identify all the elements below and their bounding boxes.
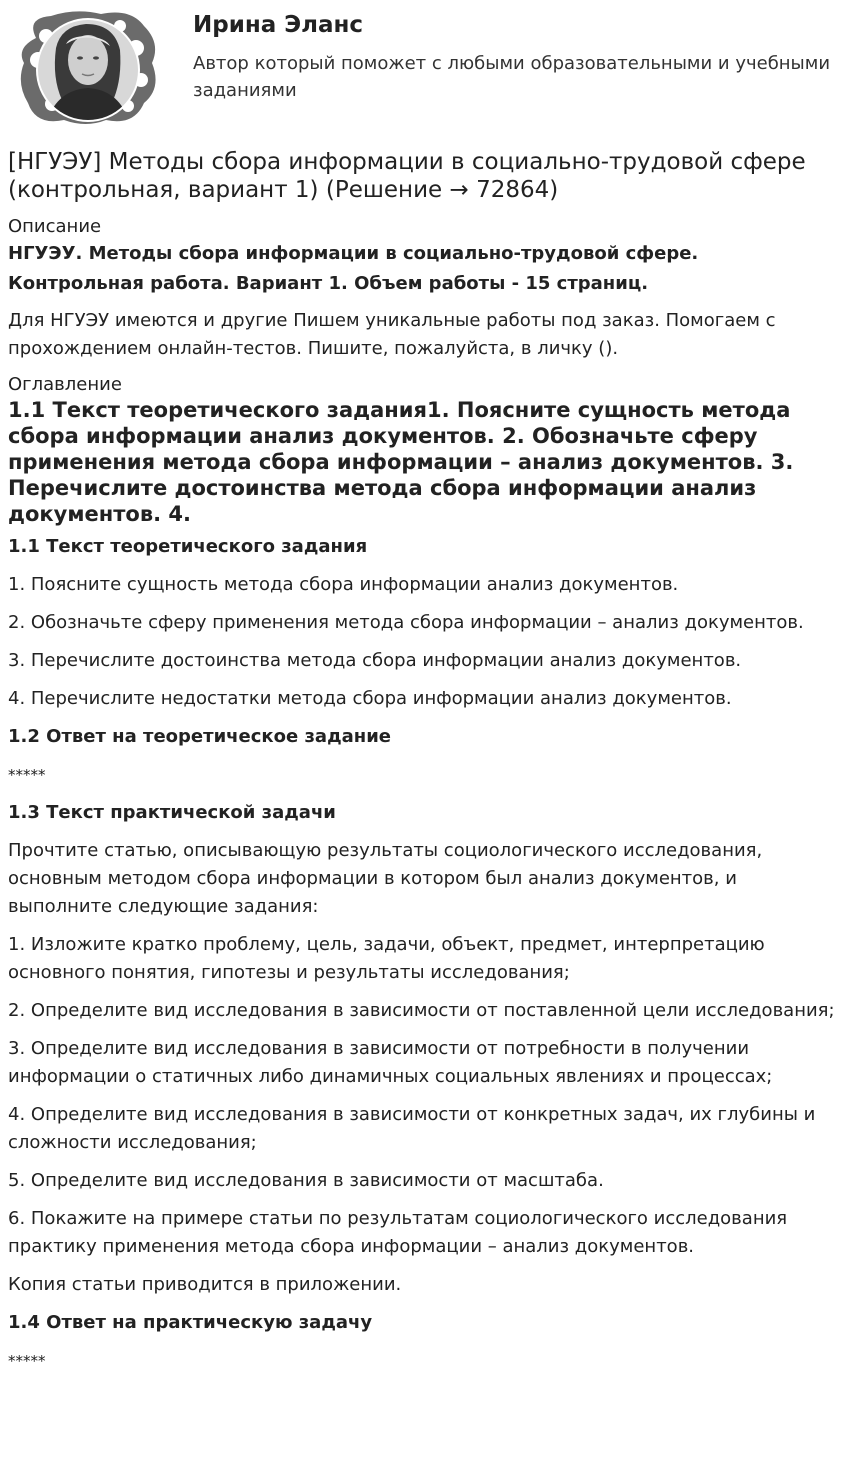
practice-answer-hidden: ***** xyxy=(8,1352,46,1370)
description-label: Описание xyxy=(8,216,102,237)
description-bold: НГУЭУ. Методы сбора информации в социально-трудовой сфере. Контрольная работа. Вариант 1. Объем работы - 15 страниц. xyxy=(8,243,699,294)
toc-label: Оглавление xyxy=(8,374,122,395)
list-item: 4. Перечислите недостатки метода сбора информации анализ документов. xyxy=(8,688,732,709)
list-item: 5. Определите вид исследования в зависимости от масштаба. xyxy=(8,1170,604,1191)
section-theory-title: 1.1 Текст теоретического задания xyxy=(8,536,368,557)
author-description: Автор который поможет с любыми образовательными и учебными заданиями xyxy=(193,53,831,101)
author-avatar[interactable] xyxy=(16,8,158,126)
practice-intro: Прочтите статью, описывающую результаты социологического исследования, основным методом сбора информации в котором был анализ документов, и выполните следующие задания: xyxy=(8,840,763,917)
list-item: 4. Определите вид исследования в зависимости от конкретных задач, их глубины и сложности исследования; xyxy=(8,1104,816,1153)
list-item: 6. Покажите на примере статьи по результатам социологического исследования практику применения метода сбора информации – анализ документов. xyxy=(8,1208,788,1257)
author-name[interactable]: Ирина Эланс xyxy=(193,12,364,38)
section-practice-answer-title: 1.4 Ответ на практическую задачу xyxy=(8,1312,373,1333)
list-item: 2. Определите вид исследования в зависимости от поставленной цели исследования; xyxy=(8,1000,835,1021)
section-practice-title: 1.3 Текст практической задачи xyxy=(8,802,336,823)
list-item: 1. Поясните сущность метода сбора информации анализ документов. xyxy=(8,574,679,595)
theory-answer-hidden: ***** xyxy=(8,766,46,784)
list-item: 3. Определите вид исследования в зависимости от потребности в получении информации о статичных либо динамичных социальных явлениях и процессах; xyxy=(8,1038,773,1087)
list-item: 3. Перечислите достоинства метода сбора информации анализ документов. xyxy=(8,650,742,671)
section-theory-answer-title: 1.2 Ответ на теоретическое задание xyxy=(8,726,392,747)
toc-heading: 1.1 Текст теоретического задания1. Поясните сущность метода сбора информации анализ документов. 2. Обозначьте сферу применения метода сбора информации – анализ документов. 3. Перечислите достоинства метода сбора информации анализ документов. 4. xyxy=(8,398,794,526)
list-item: 1. Изложите кратко проблему, цель, задачи, объект, предмет, интерпретацию основного понятия, гипотезы и результаты исследования; xyxy=(8,934,765,983)
description-text: Для НГУЭУ имеются и другие Пишем уникальные работы под заказ. Помогаем с прохождением онлайн-тестов. Пишите, пожалуйста, в личку (). xyxy=(8,310,776,359)
page-title: [НГУЭУ] Методы сбора информации в социально-трудовой сфере (контрольная, вариант 1) (Решение → 72864) xyxy=(8,149,806,203)
list-item: 2. Обозначьте сферу применения метода сбора информации – анализ документов. xyxy=(8,612,804,633)
author-card xyxy=(8,0,839,140)
practice-note: Копия статьи приводится в приложении. xyxy=(8,1274,402,1295)
